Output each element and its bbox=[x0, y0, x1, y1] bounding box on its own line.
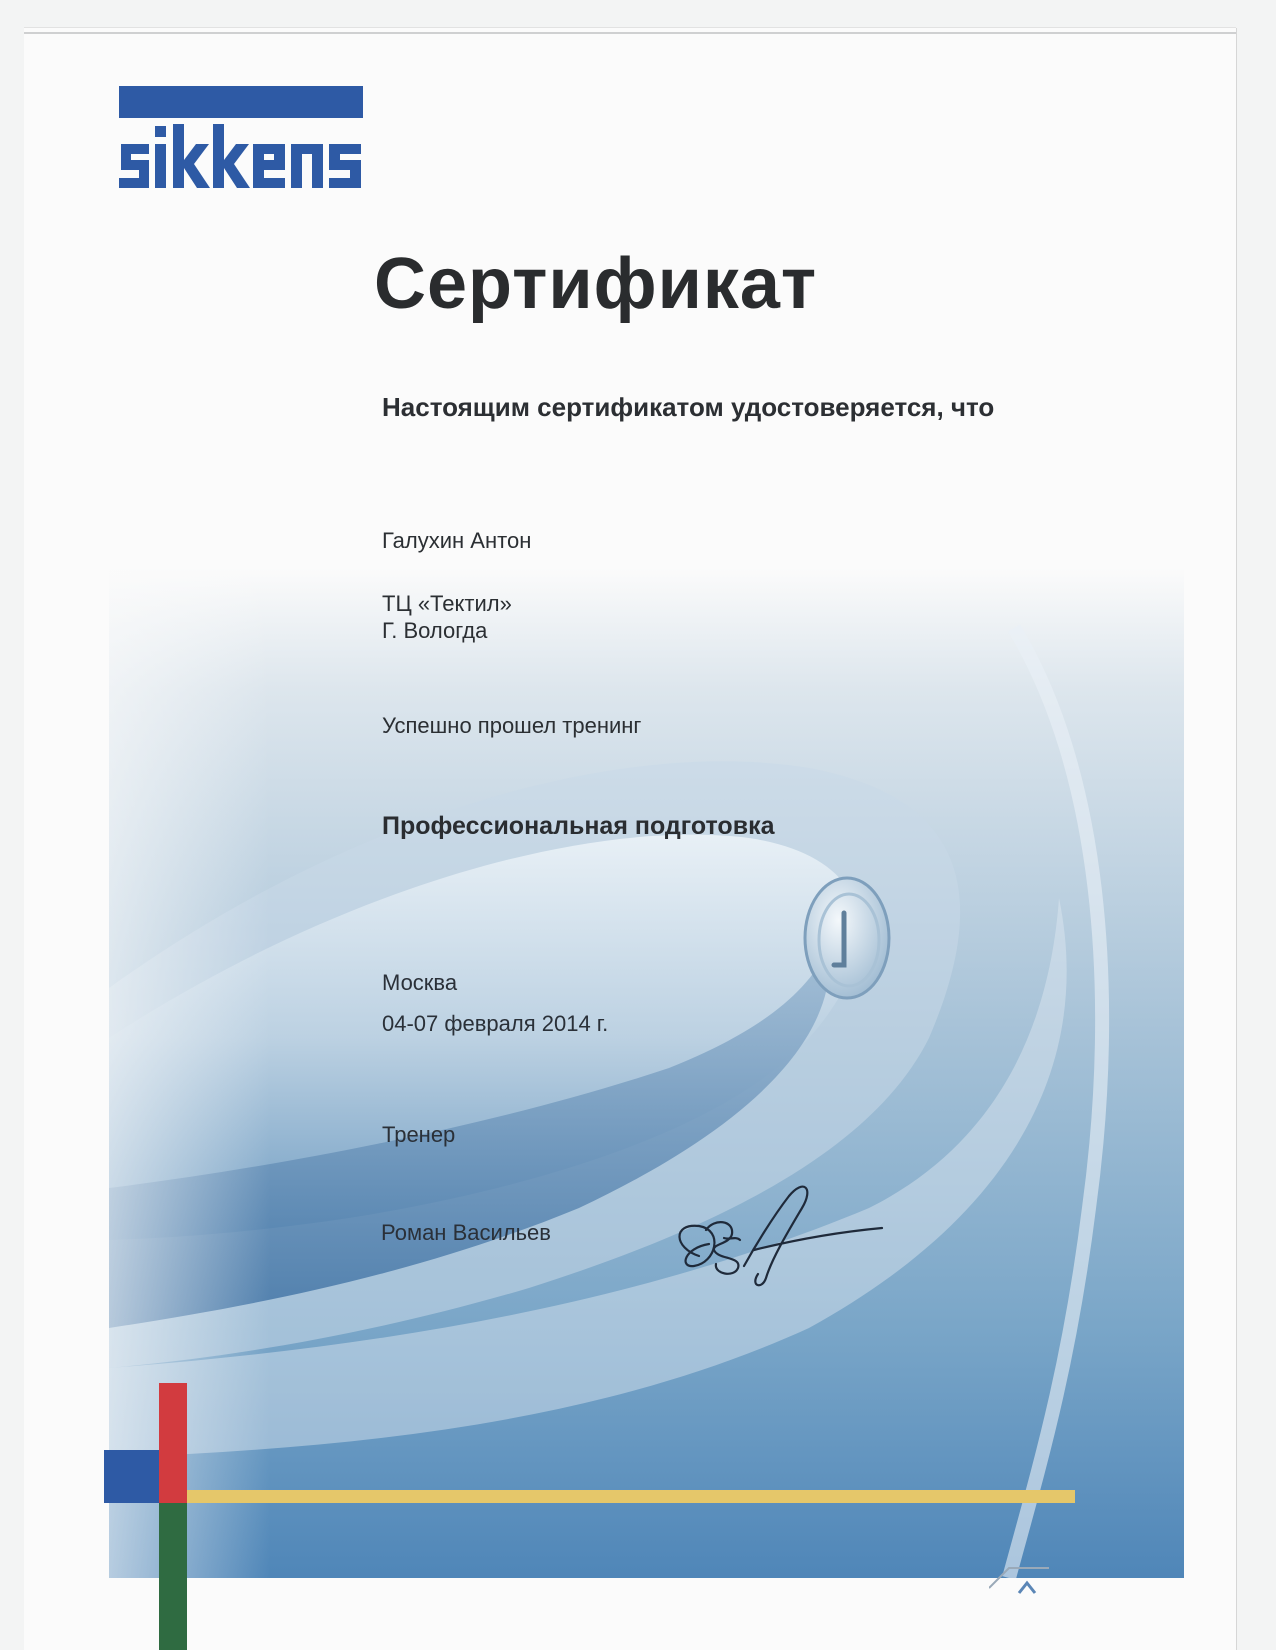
door-handle-background-image bbox=[109, 568, 1184, 1578]
course-name: Профессиональная подготовка bbox=[382, 812, 775, 840]
training-location: Москва bbox=[382, 970, 458, 995]
sikkens-logo bbox=[119, 86, 363, 194]
recipient-city: Г. Вологда bbox=[382, 618, 488, 643]
trainer-signature bbox=[654, 1178, 884, 1298]
recipient-name: Галухин Антон bbox=[382, 528, 532, 553]
accent-blue-block bbox=[104, 1450, 159, 1503]
training-dates: 04-07 февраля 2014 г. bbox=[382, 1011, 609, 1036]
completion-statement: Успешно прошел тренинг bbox=[382, 713, 642, 738]
accent-yellow-line bbox=[187, 1490, 1075, 1503]
certificate-intro: Настоящим сертификатом удостоверяется, что bbox=[382, 392, 995, 422]
logo-wordmark bbox=[119, 124, 363, 192]
trainer-name: Роман Васильев bbox=[381, 1220, 551, 1245]
corner-emblem-icon bbox=[989, 1548, 1049, 1648]
recipient-company: ТЦ «Тектил» bbox=[382, 591, 512, 616]
trainer-label: Тренер bbox=[382, 1122, 456, 1147]
accent-red-strip bbox=[159, 1383, 187, 1503]
certificate-page bbox=[24, 28, 1236, 1650]
logo-bar bbox=[119, 86, 363, 118]
accent-green-strip bbox=[159, 1503, 187, 1650]
top-rule bbox=[24, 32, 1236, 34]
certificate-title: Сертификат bbox=[374, 244, 818, 324]
